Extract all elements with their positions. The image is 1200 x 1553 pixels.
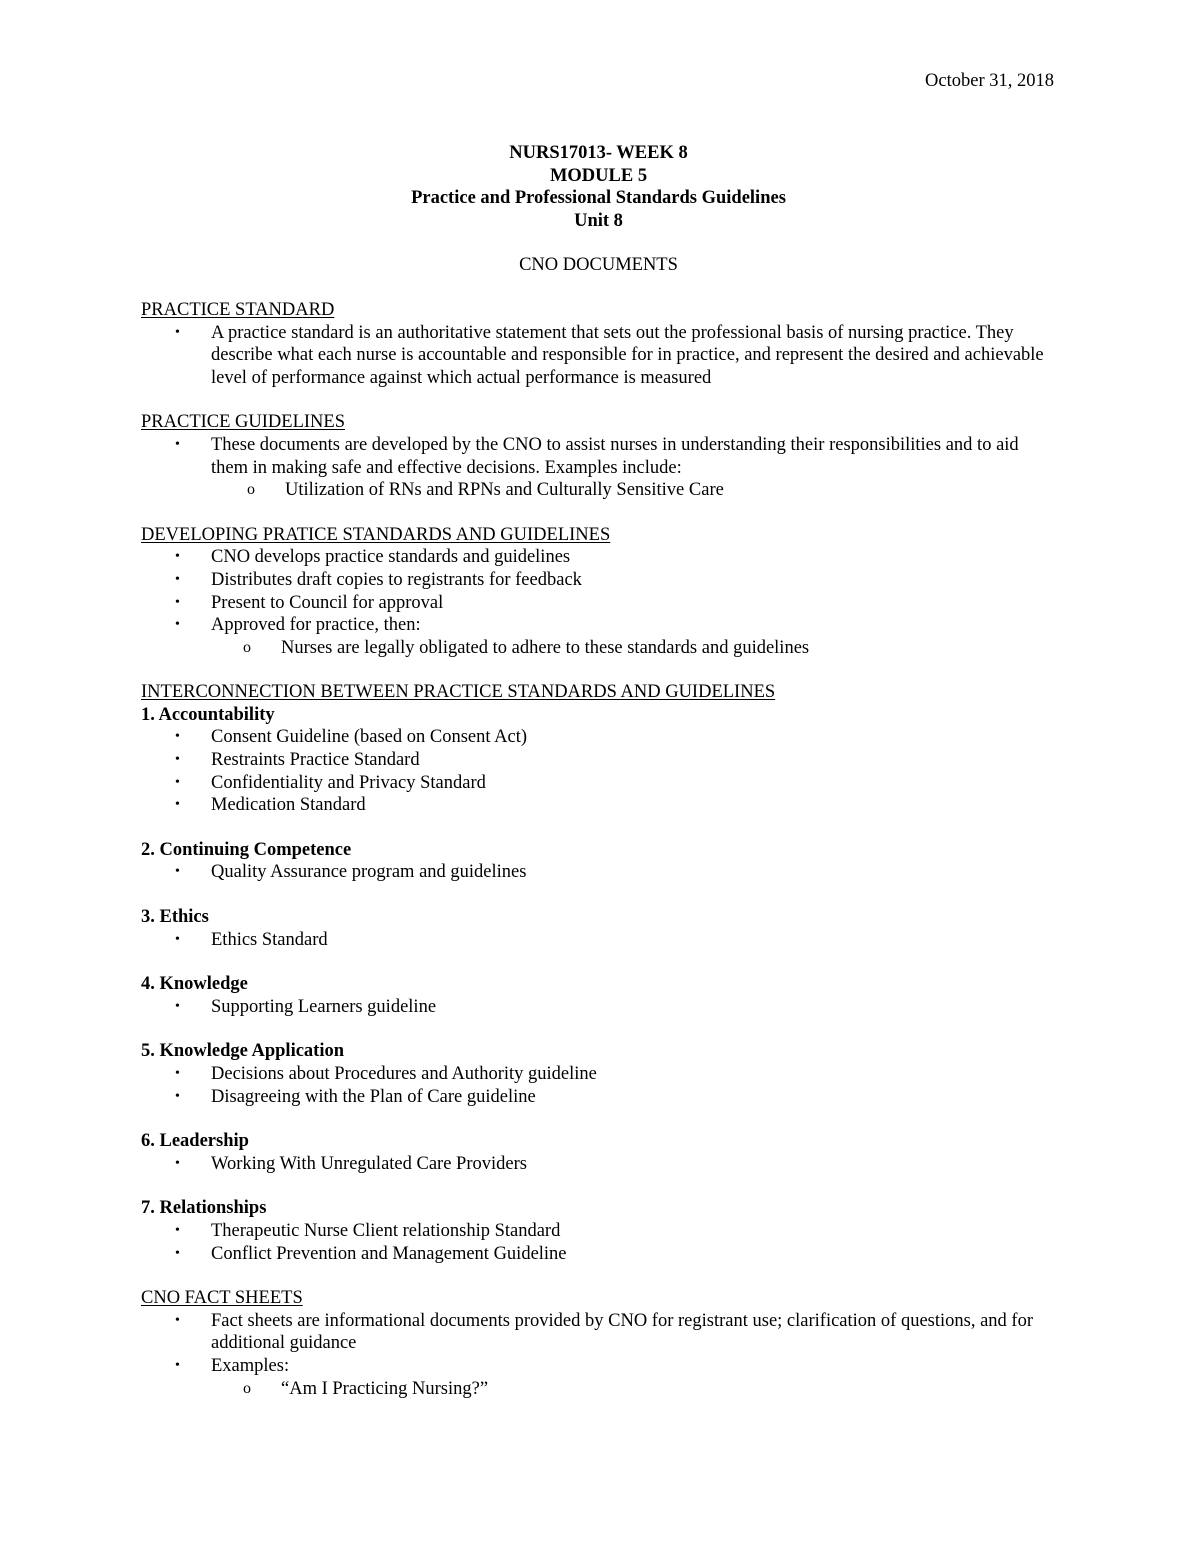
bullet-icon: • — [175, 729, 180, 745]
section-heading-practice-guidelines: PRACTICE GUIDELINES — [141, 412, 346, 433]
list-item-text: Restraints Practice Standard — [211, 750, 420, 771]
list-item — [175, 322, 1056, 390]
leadership-list — [141, 1153, 1056, 1176]
list-item — [175, 794, 1056, 817]
bullet-icon: • — [175, 1357, 180, 1373]
sub-list-item-text: “Am I Practicing Nursing?” — [281, 1378, 489, 1399]
list-item — [175, 614, 1056, 659]
list-item — [175, 749, 1056, 772]
list-item — [175, 434, 1056, 502]
list-item-text: Examples: — [211, 1355, 290, 1376]
sub-bullet-icon: o — [243, 1379, 251, 1397]
bullet-icon: • — [175, 549, 180, 565]
bullet-icon: • — [175, 998, 180, 1014]
section-heading-practice-standard: PRACTICE STANDARD — [141, 299, 335, 320]
bullet-icon: • — [175, 617, 180, 633]
bullet-icon: • — [175, 752, 180, 768]
list-item — [175, 996, 1056, 1019]
sub-list-item-text: Nurses are legally obligated to adhere to these standards and guidelines — [281, 637, 810, 658]
list-item-text: A practice standard is an authoritative statement that sets out the professional basis of nursing practice. They describe what each nurse is accountable and responsible for in practice, and represent the desired and achievable level of performance against which actual performance is measured — [211, 322, 1044, 388]
course-title: NURS17013- WEEK 8 — [509, 143, 688, 163]
list-item-text: Ethics Standard — [211, 929, 328, 950]
group-title-accountability: 1. Accountability — [141, 704, 275, 725]
list-item-text: Supporting Learners guideline — [211, 996, 437, 1017]
list-item — [175, 1355, 1056, 1400]
bullet-icon: • — [175, 1088, 180, 1104]
bullet-icon: • — [175, 931, 180, 947]
bullet-icon: • — [175, 436, 180, 452]
bullet-icon: • — [175, 864, 180, 880]
list-item — [175, 1243, 1056, 1266]
section-heading-developing: DEVELOPING PRATICE STANDARDS AND GUIDELINES — [141, 524, 611, 545]
bullet-icon: • — [175, 1312, 180, 1328]
bullet-icon: • — [175, 1222, 180, 1238]
group-title-relationships: 7. Relationships — [141, 1198, 267, 1219]
group-title-knowledge-application: 5. Knowledge Application — [141, 1041, 345, 1062]
accountability-list — [141, 726, 1056, 816]
sub-list — [211, 479, 1056, 502]
sub-list — [211, 1378, 1056, 1401]
ethics-list — [141, 929, 1056, 952]
knowledge-list — [141, 996, 1056, 1019]
group-title-continuing-competence: 2. Continuing Competence — [141, 839, 352, 860]
fact-sheets-list — [141, 1310, 1056, 1400]
bullet-icon: • — [175, 594, 180, 610]
list-item — [175, 592, 1056, 615]
list-item — [175, 1310, 1056, 1355]
list-item — [175, 1220, 1056, 1243]
continuing-competence-list — [141, 861, 1056, 884]
list-item-text: Therapeutic Nurse Client relationship Standard — [211, 1220, 561, 1241]
group-title-leadership: 6. Leadership — [141, 1131, 249, 1152]
bullet-icon: • — [175, 1066, 180, 1081]
bullet-icon: • — [175, 324, 180, 340]
list-item-text: Approved for practice, then: — [211, 615, 421, 636]
bullet-icon: • — [175, 1155, 180, 1171]
list-item-text: These documents are developed by the CNO to assist nurses in understanding their responsibilities and to aid them in making safe and effective decisions. Examples include: — [211, 434, 1019, 478]
list-item — [175, 861, 1056, 884]
list-item-text: Working With Unregulated Care Providers — [211, 1153, 527, 1174]
list-item — [175, 929, 1056, 952]
list-item-text: Decisions about Procedures and Authority guideline — [211, 1064, 597, 1084]
sub-list-item — [243, 1378, 1056, 1401]
title-block — [141, 142, 1056, 232]
list-item — [175, 772, 1056, 795]
list-item — [175, 1086, 1056, 1109]
list-item — [175, 726, 1056, 749]
section-heading-interconnection: INTERCONNECTION BETWEEN PRACTICE STANDARDS AND GUIDELINES — [141, 682, 776, 703]
list-item-text: Quality Assurance program and guidelines — [211, 862, 527, 883]
bullet-icon: • — [175, 1245, 180, 1261]
section-heading-fact-sheets: CNO FACT SHEETS — [141, 1288, 303, 1309]
list-item-text: Medication Standard — [211, 795, 366, 816]
relationships-list — [141, 1220, 1056, 1265]
practice-guidelines-list — [141, 434, 1056, 502]
list-item — [175, 546, 1056, 569]
developing-list — [141, 546, 1056, 659]
list-item-text: Present to Council for approval — [211, 592, 444, 613]
module-title: MODULE 5 — [549, 165, 648, 186]
sub-bullet-icon: o — [243, 638, 251, 656]
list-item-text: Confidentiality and Privacy Standard — [211, 772, 486, 793]
list-item-text: Conflict Prevention and Management Guideline — [211, 1243, 567, 1264]
topic-title: Practice and Professional Standards Guidelines — [411, 188, 786, 209]
list-item — [175, 1063, 1056, 1086]
bullet-icon: • — [175, 797, 180, 813]
group-title-ethics: 3. Ethics — [141, 907, 209, 928]
bullet-icon: • — [175, 571, 180, 587]
document-date: October 31, 2018 — [925, 71, 1054, 91]
practice-standard-list — [141, 322, 1056, 390]
knowledge-application-list — [141, 1063, 1056, 1108]
sub-list-item — [243, 637, 1056, 660]
list-item — [175, 1153, 1056, 1176]
sub-list-item — [247, 479, 1056, 502]
bullet-icon: • — [175, 774, 180, 790]
list-item-text: Distributes draft copies to registrants for feedback — [211, 569, 582, 590]
doc-heading: CNO DOCUMENTS — [519, 255, 678, 276]
sub-bullet-icon: o — [247, 481, 255, 499]
list-item-text: CNO develops practice standards and guidelines — [211, 547, 571, 568]
unit-title: Unit 8 — [574, 210, 623, 231]
list-item-text: Consent Guideline (based on Consent Act) — [211, 727, 527, 748]
list-item-text: Disagreeing with the Plan of Care guideline — [211, 1086, 536, 1107]
sub-list-item-text: Utilization of RNs and RPNs and Culturally Sensitive Care — [285, 480, 724, 501]
list-item — [175, 569, 1056, 592]
list-item-text: Fact sheets are informational documents provided by CNO for registrant use; clarification of questions, and for additional guidance — [211, 1310, 1033, 1354]
group-title-knowledge: 4. Knowledge — [141, 974, 248, 995]
sub-list — [211, 637, 1056, 660]
